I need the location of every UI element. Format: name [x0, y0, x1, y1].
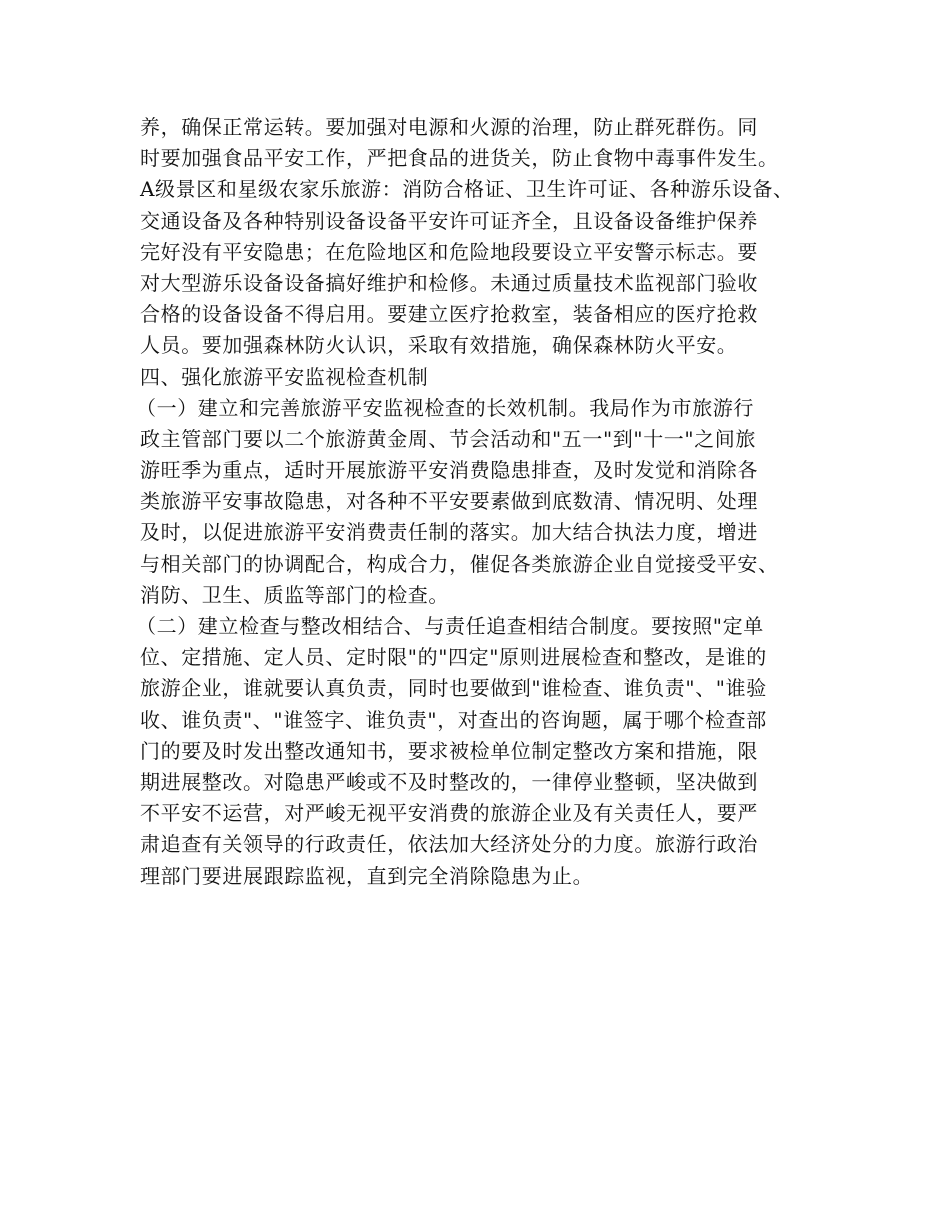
text-line: 与相关部门的协调配合，构成合力，催促各类旅游企业自觉接受平安、 — [140, 551, 779, 576]
text-line: A级景区和星级农家乐旅游：消防合格证、卫生许可证、各种游乐设备、 — [140, 177, 794, 202]
text-line: 交通设备及各种特别设备设备平安许可证齐全，且设备设备维护保养 — [140, 208, 758, 233]
text-line: 不平安不运营，对严峻无视平安消费的旅游企业及有关责任人，要严 — [140, 801, 758, 826]
text-line: 理部门要进展跟踪监视，直到完全消除隐患为止。 — [140, 863, 594, 888]
text-line: 及时，以促进旅游平安消费责任制的落实。加大结合执法力度，增进 — [140, 520, 758, 545]
text-line: 肃追查有关领导的行政责任，依法加大经济处分的力度。旅游行政治 — [140, 832, 758, 857]
text-line: 时要加强食品平安工作，严把食品的进货关，防止食物中毒事件发生。 — [140, 146, 779, 171]
text-line: 位、定措施、定人员、定时限"的"四定"原则进展检查和整改，是谁的 — [140, 645, 767, 670]
subsection-paragraph-start: （二）建立检查与整改相结合、与责任追查相结合制度。要按照"定单 — [136, 614, 764, 638]
text-line: 消防、卫生、质监等部门的检查。 — [140, 582, 449, 607]
text-line: 人员。要加强森林防火认识，采取有效措施，确保森林防火平安。 — [140, 333, 738, 358]
text-line: 对大型游乐设备设备搞好维护和检修。未通过质量技术监视部门验收 — [140, 270, 758, 295]
text-line: 收、谁负责"、"谁签字、谁负责"，对查出的咨询题，属于哪个检查部 — [140, 707, 767, 732]
text-line: 游旺季为重点，适时开展旅游平安消费隐患排查，及时发觉和消除各 — [140, 458, 758, 483]
text-line: 期进展整改。对隐患严峻或不及时整改的，一律停业整顿，坚决做到 — [140, 769, 758, 794]
text-line: 完好没有平安隐患；在危险地区和危险地段要设立平安警示标志。要 — [140, 239, 758, 264]
section-heading: 四、强化旅游平安监视检查机制 — [140, 364, 429, 389]
text-line: 类旅游平安事故隐患，对各种不平安要素做到底数清、情况明、处理 — [140, 489, 758, 514]
text-line: 门的要及时发出整改通知书，要求被检单位制定整改方案和措施，限 — [140, 738, 758, 763]
document-body — [136, 112, 840, 892]
text-line: 养，确保正常运转。要加强对电源和火源的治理，防止群死群伤。同 — [140, 115, 758, 139]
text-line: 合格的设备设备不得启用。要建立医疗抢救室，装备相应的医疗抢救 — [140, 302, 758, 327]
text-line: 旅游企业，谁就要认真负责，同时也要做到"谁检查、谁负责"、"谁验 — [140, 676, 767, 701]
text-line: 政主管部门要以二个旅游黄金周、节会活动和"五一"到"十一"之间旅 — [140, 426, 756, 451]
subsection-paragraph-start: （一）建立和完善旅游平安监视检查的长效机制。我局作为市旅游行 — [136, 395, 754, 420]
